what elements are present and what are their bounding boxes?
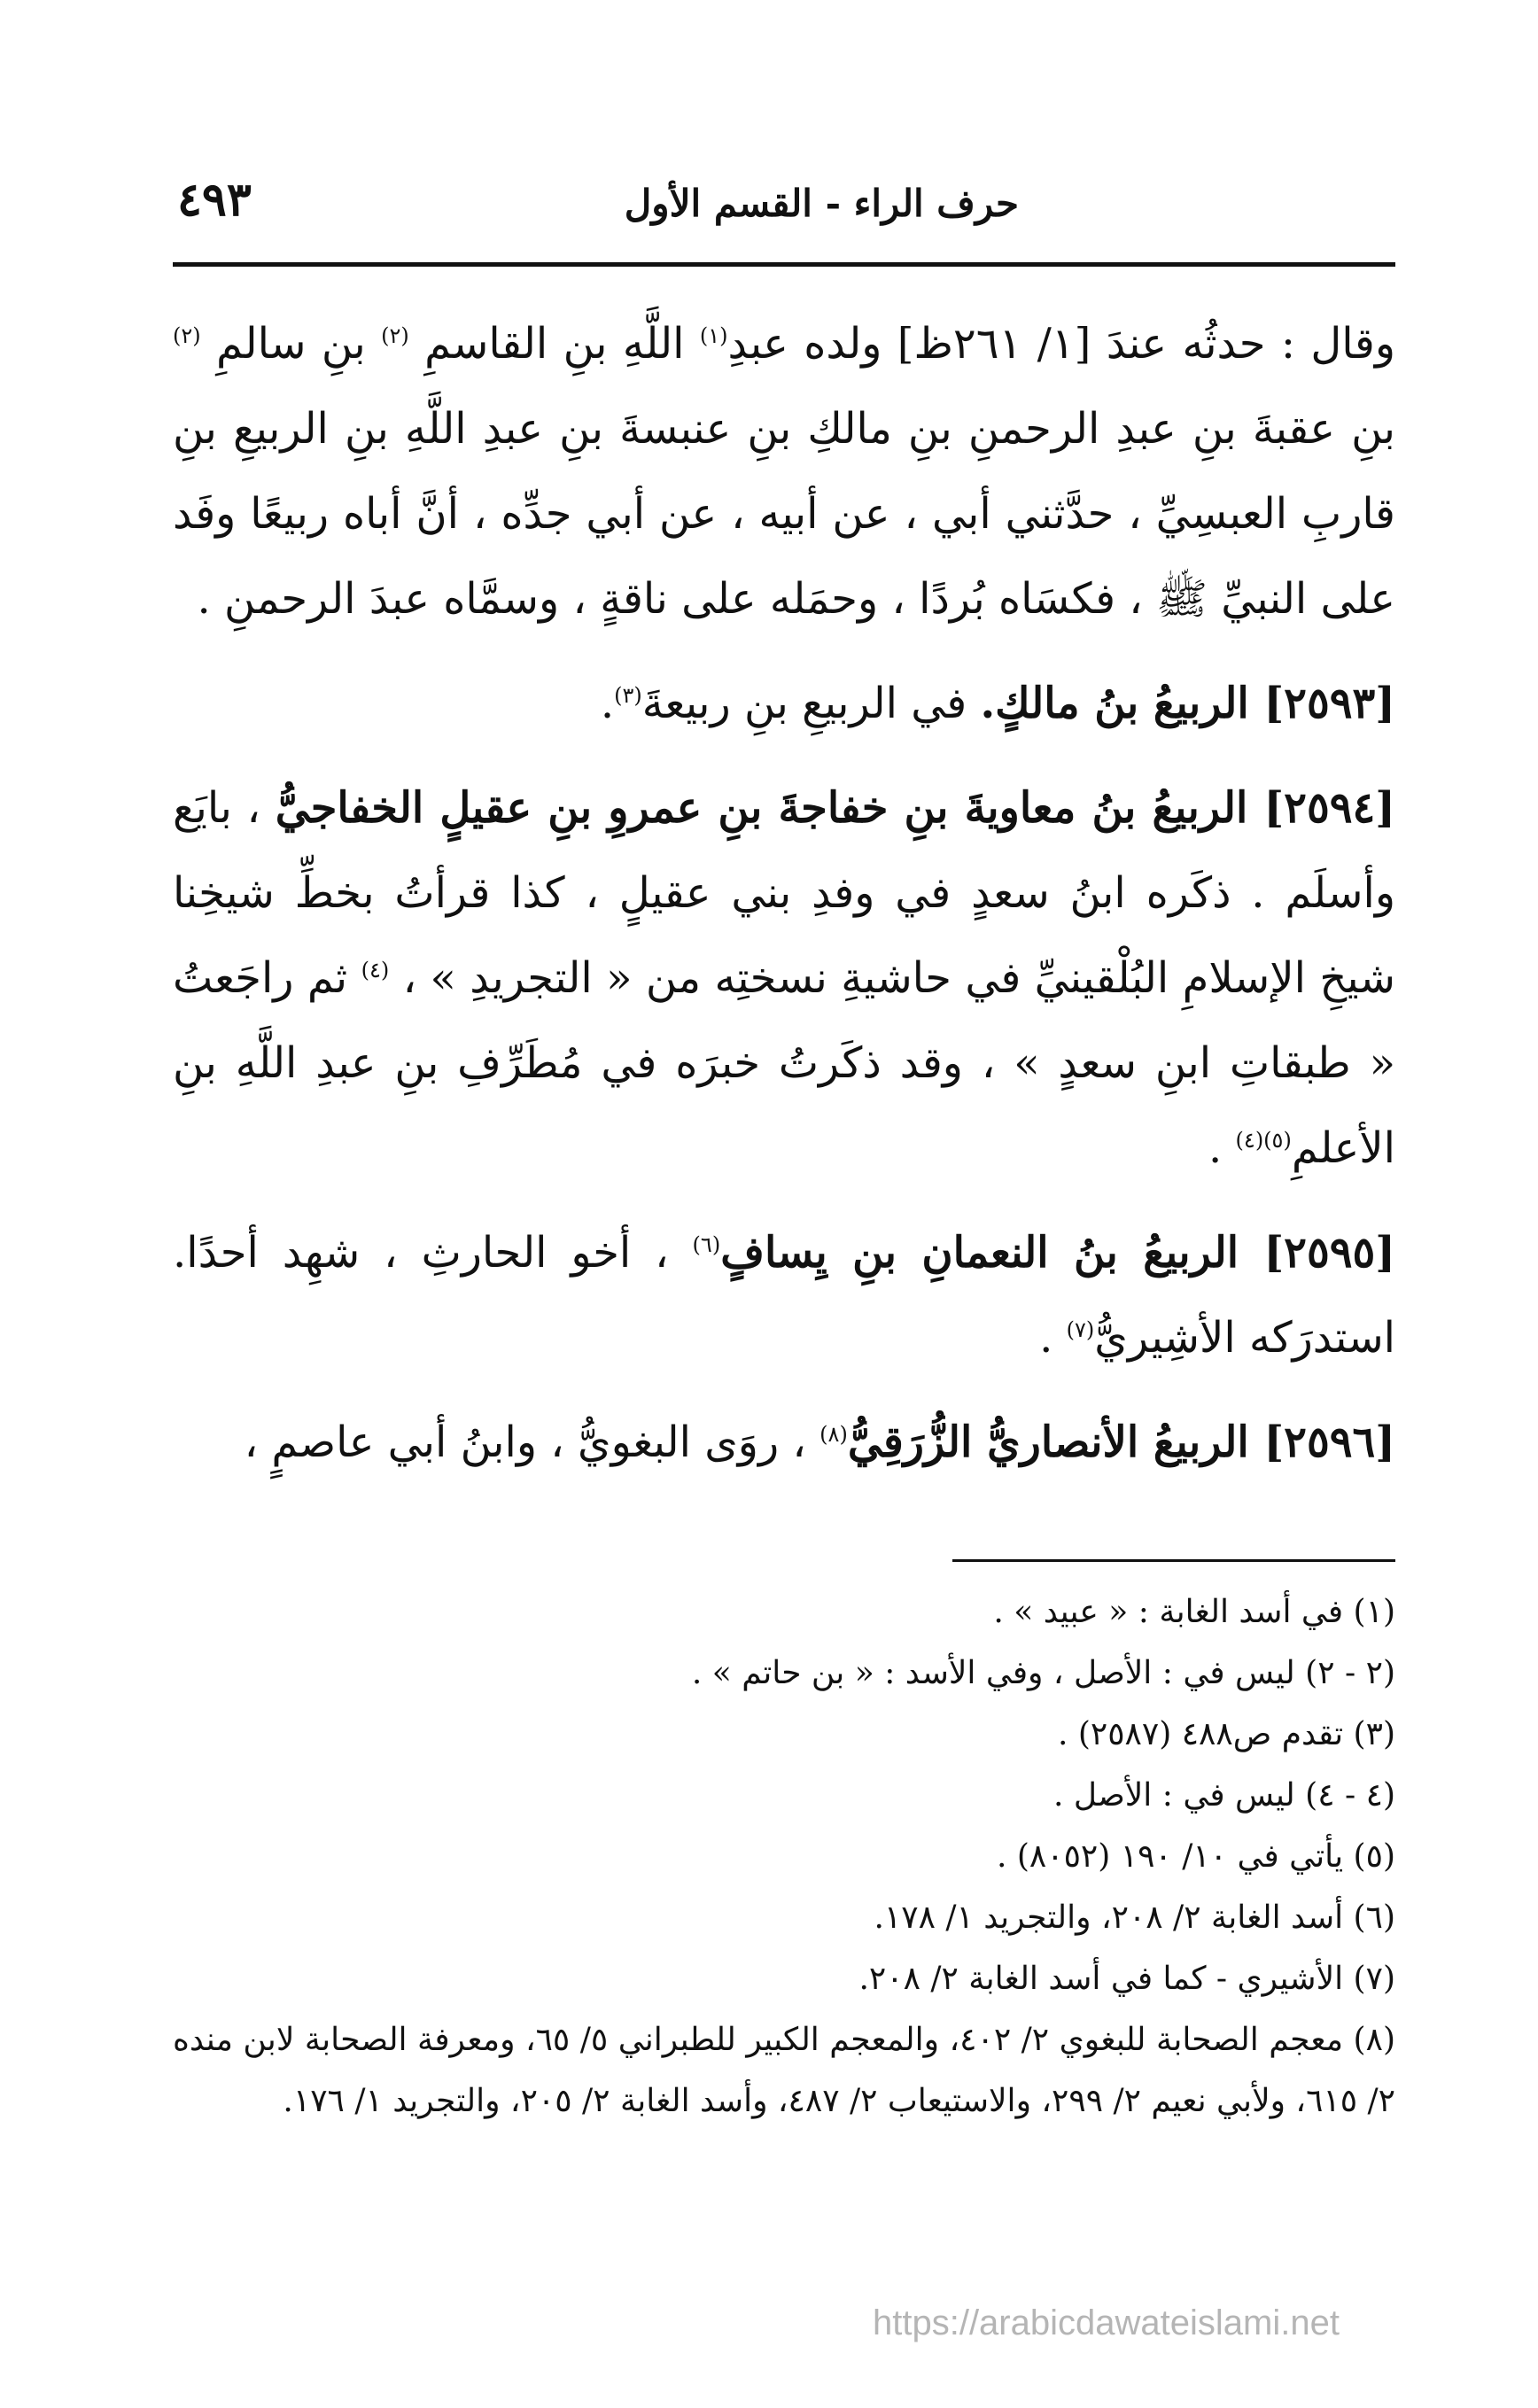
footnote-6: (٦) أسد الغابة ٢/ ٢٠٨، والتجريد ١/ ١٧٨. <box>874 1899 1395 1936</box>
text-segment: اللَّهِ بنِ القاسمِ <box>408 319 700 369</box>
running-title: حرف الراء - القسم الأول <box>624 182 1019 225</box>
entry-2596 <box>173 1400 1395 1485</box>
entry-2593 <box>173 661 1395 746</box>
text-segment: بنِ عقبةَ بنِ عبدِ الرحمنِ بنِ مالكِ بنِ عنبسةَ بنِ عبدِ اللَّهِ بنِ الربيعِ بنِ قاربِ العبسِيِّ ، حدَّثني أبي ، عن أبيه ، عن أبي جدِّه ، أنَّ أباه ربيعًا وفَد على النبيِّ ﷺ ، فكسَاه بُردًا ، وحمَله على ناقةٍ ، وسمَّاه عبدَ الرحمنِ . <box>173 404 1395 624</box>
entry-text: ، بايَع وأسلَم . ذكَره ابنُ سعدٍ في وفدِ بني عقيلٍ ، كذا قرأتُ بخطِّ شيخِنا شيخِ الإسلامِ البُلْقينيِّ في حاشيةِ نسختِه من « التجريدِ » ، <box>173 783 1396 1003</box>
footnote-ref[interactable]: (٤) <box>361 958 390 983</box>
page-header <box>177 173 1391 252</box>
footnote-ref[interactable]: (٢) <box>381 323 409 348</box>
entry-name: الربيعُ بنُ مالكٍ. <box>980 679 1264 728</box>
entry-2594 <box>173 765 1395 1191</box>
entry-2595 <box>173 1210 1395 1380</box>
footnote-ref[interactable]: (٣) <box>614 683 642 708</box>
entry-number: [٢٥٩٦] <box>1263 1418 1395 1467</box>
entry-number: [٢٥٩٣] <box>1263 679 1395 728</box>
footnote-ref[interactable]: (١) <box>699 323 728 348</box>
entry-end: . <box>1039 1313 1067 1363</box>
entry-end: . <box>1208 1123 1236 1173</box>
footnote-rule <box>952 1559 1395 1562</box>
footnote-5: (٥) يأتي في ١٠/ ١٩٠ (٨٠٥٢) . <box>996 1838 1395 1875</box>
footnote-ref[interactable]: (٧) <box>1066 1317 1095 1342</box>
entry-text: في الربيعِ بنِ ربيعةَ <box>641 679 981 728</box>
footnote-ref[interactable]: (٢) <box>173 323 201 348</box>
watermark-url: https://arabicdawateislami.net <box>873 2303 1340 2342</box>
paragraph-continuation <box>173 301 1395 641</box>
entry-text: ثم راجَعتُ « طبقاتِ ابنِ سعدٍ » ، وقد ذكَرتُ خبرَه في مُطَرِّفِ بنِ عبدِ اللَّهِ بنِ الأعلمِ <box>173 953 1395 1173</box>
page-number: ٤٩٣ <box>177 173 252 227</box>
entry-name: الربيعُ الأنصاريُّ الزُّرَقِيُّ <box>847 1418 1264 1467</box>
footnote-3: (٣) تقدم ص٤٨٨ (٢٥٨٧) . <box>1057 1716 1395 1752</box>
header-rule <box>173 262 1395 267</box>
text-segment: وقال : حدثُه عندَ [١/ ٢٦١ظ] ولده عبدِ <box>727 319 1396 369</box>
footnote-ref[interactable]: (٨) <box>819 1422 848 1447</box>
entry-text: ، روَى البغويُّ ، وابنُ أبي عاصمٍ ، <box>244 1418 820 1467</box>
entry-text: ، أخو الحارثِ ، شهِد أحدًا. استدرَكه الأشِيريُّ <box>173 1228 1395 1363</box>
entry-name: الربيعُ بنُ النعمانِ بنِ يِسافٍ <box>720 1228 1264 1278</box>
footnote-2: (٢ - ٢) ليس في : الأصل ، وفي الأسد : « بن حاتم » . <box>691 1655 1395 1691</box>
entry-name: الربيعُ بنُ معاويةَ بنِ خفاجةَ بنِ عمروِ بنِ عقيلٍ الخفاجيُّ <box>275 783 1264 833</box>
footnotes <box>173 1581 1395 2132</box>
footnote-ref[interactable]: (٦) <box>692 1232 721 1257</box>
footnote-1: (١) في أسد الغابة : « عبيد » . <box>993 1594 1395 1630</box>
footnote-ref[interactable]: (٥)(٤) <box>1235 1128 1292 1153</box>
text-segment: بنِ سالمِ <box>200 319 382 369</box>
main-text <box>173 301 1395 1504</box>
entry-end: . <box>600 679 615 728</box>
entry-number: [٢٥٩٥] <box>1263 1228 1396 1278</box>
footnote-4: (٤ - ٤) ليس في : الأصل . <box>1053 1777 1395 1814</box>
footnote-7: (٧) الأشيري - كما في أسد الغابة ٢/ ٢٠٨. <box>858 1961 1395 1997</box>
entry-number: [٢٥٩٤] <box>1263 783 1395 833</box>
footnote-8: (٨) معجم الصحابة للبغوي ٢/ ٤٠٢، والمعجم الكبير للطبراني ٥/ ٦٥، ومعرفة الصحابة لابن منده ٢/ ٦١٥، ولأبي نعيم ٢/ ٢٩٩، والاستيعاب ٢/ ٤٨٧، وأسد الغابة ٢/ ٢٠٥، والتجريد ١/ ١٧٦. <box>173 2022 1395 2119</box>
